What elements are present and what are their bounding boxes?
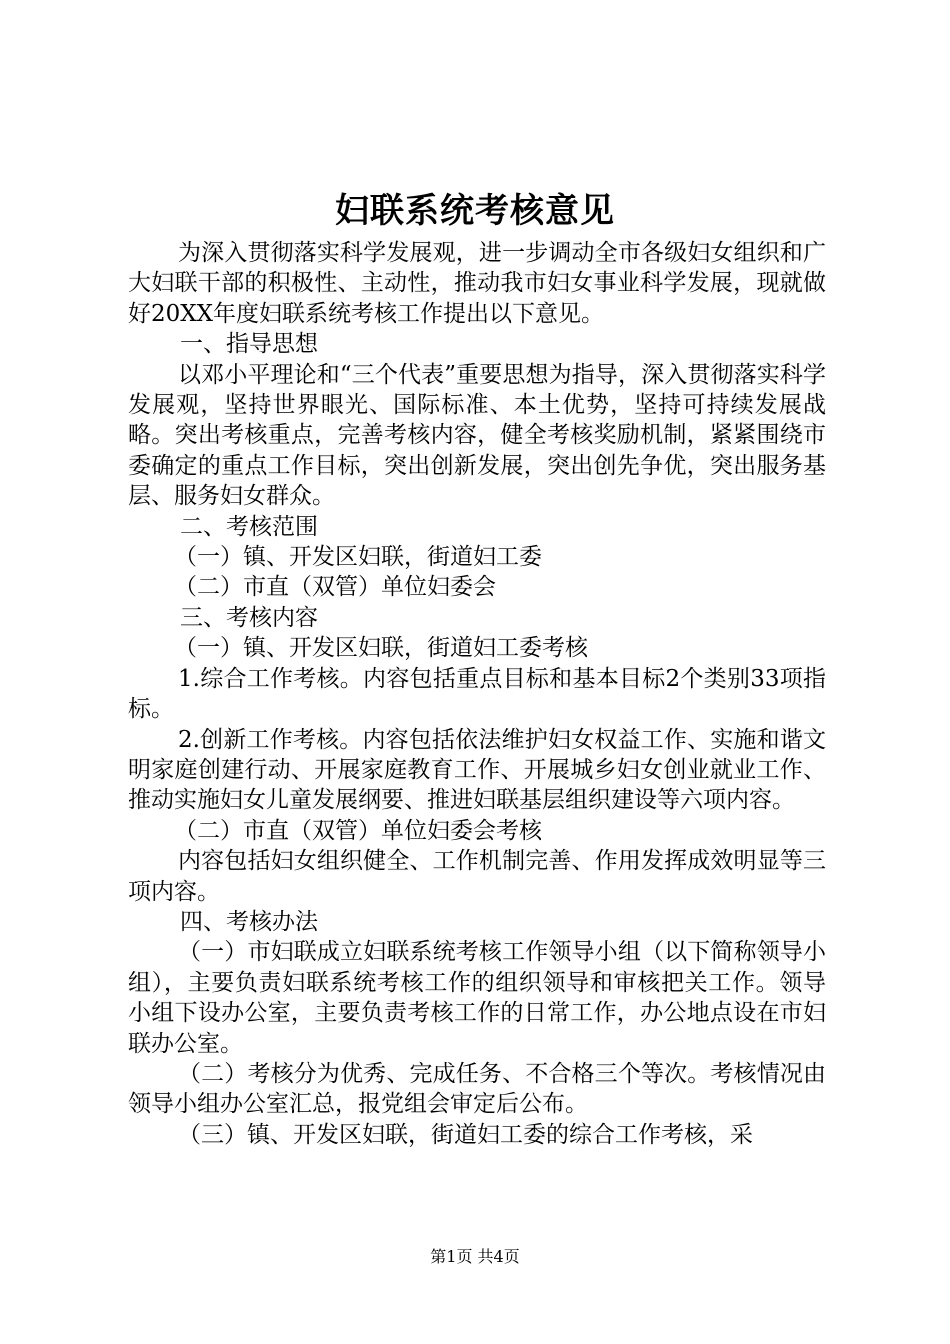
document-title: 妇联系统考核意见	[335, 191, 615, 231]
method-item-3: （三）镇、开发区妇联，街道妇工委的综合工作考核，采	[178, 1121, 753, 1148]
page-number-footer: 第1页 共4页	[430, 1247, 520, 1266]
section-heading-scope: 二、考核范围	[180, 513, 318, 540]
section-heading-content: 三、考核内容	[180, 604, 318, 631]
intro-paragraph: 为深入贯彻落实科学发展观，进一步调动全市各级妇女组织和广大妇联干部的积极性、主动性，推动我市妇女事业科学发展，现就做好20XX年度妇联系统考核工作提出以下意见。	[128, 240, 826, 327]
content-subheading-1: （一）镇、开发区妇联，街道妇工委考核	[174, 635, 588, 662]
method-item-2: （二）考核分为优秀、完成任务、不合格三个等次。考核情况由领导小组办公室汇总，报党组会审定后公布。	[128, 1060, 826, 1118]
content-item-2: 2.创新工作考核。内容包括依法维护妇女权益工作、实施和谐文明家庭创建行动、开展家庭教育工作、开展城乡妇女创业就业工作、推动实施妇女儿童发展纲要、推进妇联基层组织建设等六项内容。	[128, 726, 826, 814]
scope-item-1: （一）镇、开发区妇联，街道妇工委	[174, 544, 542, 571]
guiding-paragraph: 以邓小平理论和“三个代表”重要思想为指导，深入贯彻落实科学发展观，坚持世界眼光、国际标准、本土优势，坚持可持续发展战略。突出考核重点，完善考核内容，健全考核奖励机制，紧紧围绕市委确定的重点工作目标，突出创新发展，突出创先争优，突出服务基层、服务妇女群众。	[128, 361, 826, 510]
content-item-3: 内容包括妇女组织健全、工作机制完善、作用发挥成效明显等三项内容。	[128, 848, 826, 905]
section-heading-method: 四、考核办法	[180, 908, 318, 935]
scope-item-2: （二）市直（双管）单位妇委会	[174, 574, 496, 601]
content-item-1: 1.综合工作考核。内容包括重点目标和基本目标2个类别33项指标。	[128, 665, 826, 723]
content-subheading-2: （二）市直（双管）单位妇委会考核	[174, 817, 542, 844]
document-body	[128, 238, 826, 1150]
section-heading-guiding: 一、指导思想	[180, 331, 318, 358]
method-item-1: （一）市妇联成立妇联系统考核工作领导小组（以下简称领导小组），主要负责妇联系统考核工作的组织领导和审核把关工作。领导小组下设办公室，主要负责考核工作的日常工作，办公地点设在市妇联办公室。	[128, 939, 826, 1057]
